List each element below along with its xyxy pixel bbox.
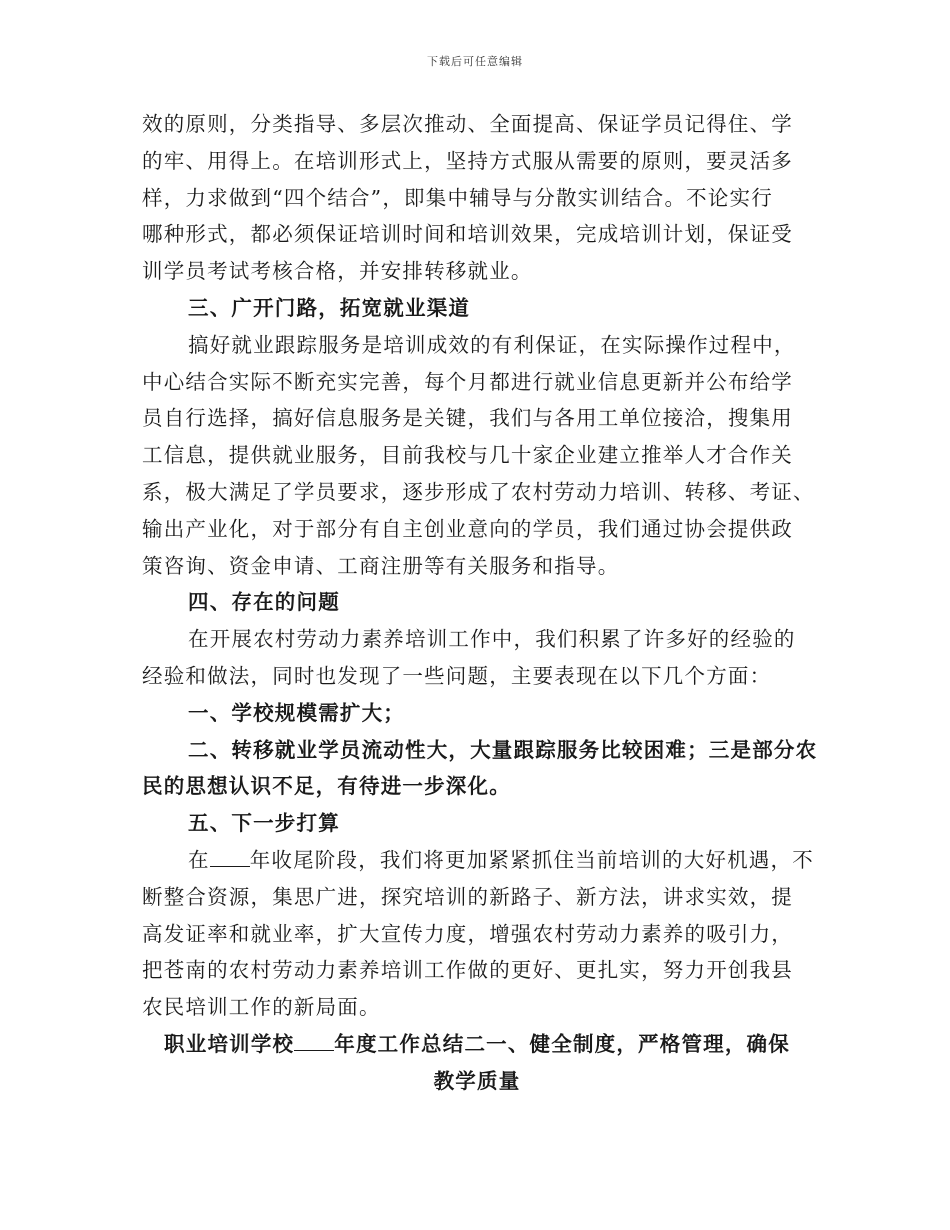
paragraph-line: 训学员考试考核合格，并安排转移就业。 xyxy=(142,259,533,284)
document-body xyxy=(142,106,818,1100)
bold-point: 二、转移就业学员流动性大，大量跟踪服务比较困难；三是部分农 xyxy=(188,737,818,762)
blank-underline xyxy=(210,844,250,867)
page-header-note: 下载后可任意编辑 xyxy=(427,55,523,68)
bold-point: 民的思想认识不足，有待进一步深化。 xyxy=(142,774,511,799)
bold-point: 一、学校规模需扩大； xyxy=(188,700,405,725)
paragraph-line: 经验和做法，同时也发现了一些问题，主要表现在以下几个方面： xyxy=(142,663,772,688)
section-heading: 五、下一步打算 xyxy=(188,811,340,836)
paragraph-line: 输出产业化，对于部分有自主创业意向的学员，我们通过协会提供政 xyxy=(142,516,793,541)
section-heading: 四、存在的问题 xyxy=(188,590,340,615)
paragraph-line: 的牢、用得上。在培训形式上，坚持方式服从需要的原则，要灵活多 xyxy=(142,148,793,173)
paragraph-line: 哪种形式，都必须保证培训时间和培训效果，完成培训计划，保证受 xyxy=(142,222,793,247)
section-heading: 三、广开门路，拓宽就业渠道 xyxy=(188,295,471,320)
paragraph-line: 样，力求做到“四个结合”，即集中辅导与分散实训结合。不论实行 xyxy=(142,185,773,210)
blank-underline xyxy=(294,1028,334,1051)
title-fragment: 年度工作总结二一、健全制度，严格管理，确保 xyxy=(334,1031,790,1056)
paragraph-line: 在开展农村劳动力素养培训工作中，我们积累了许多好的经验的 xyxy=(188,627,796,652)
paragraph-line: 中心结合实际不断充实完善，每个月都进行就业信息更新并公布给学 xyxy=(142,369,793,394)
paragraph-line: 断整合资源，集思广进，探究培训的新路子、新方法，讲求实效，提 xyxy=(142,884,793,909)
text-fragment: 在 xyxy=(188,847,210,872)
paragraph-line: 系，极大满足了学员要求，逐步形成了农村劳动力培训、转移、考证、 xyxy=(142,479,815,504)
paragraph-line: 把苍南的农村劳动力素养培训工作做的更好、更扎实，努力开创我县 xyxy=(142,958,793,983)
paragraph-line: 搞好就业跟踪服务是培训成效的有利保证，在实际操作过程中， xyxy=(188,332,796,357)
paragraph-line: 农民培训工作的新局面。 xyxy=(142,995,381,1020)
document-title-line2: 教学质量 xyxy=(433,1068,521,1093)
text-fragment: 年收尾阶段，我们将更加紧紧抓住当前培训的大好机遇，不 xyxy=(249,847,814,872)
document-title xyxy=(142,1026,812,1063)
paragraph-line: 工信息，提供就业服务，目前我校与几十家企业建立推举人才合作关 xyxy=(142,443,793,468)
paragraph-line xyxy=(142,842,812,879)
paragraph-line: 员自行选择，搞好信息服务是关键，我们与各用工单位接洽，搜集用 xyxy=(142,406,793,431)
paragraph-line: 高发证率和就业率，扩大宣传力度，增强农村劳动力素养的吸引力， xyxy=(142,921,793,946)
title-fragment: 职业培训学校 xyxy=(164,1031,295,1056)
paragraph-line: 策咨询、资金申请、工商注册等有关服务和指导。 xyxy=(142,553,620,578)
paragraph-line: 效的原则，分类指导、多层次推动、全面提高、保证学员记得住、学 xyxy=(142,112,793,136)
